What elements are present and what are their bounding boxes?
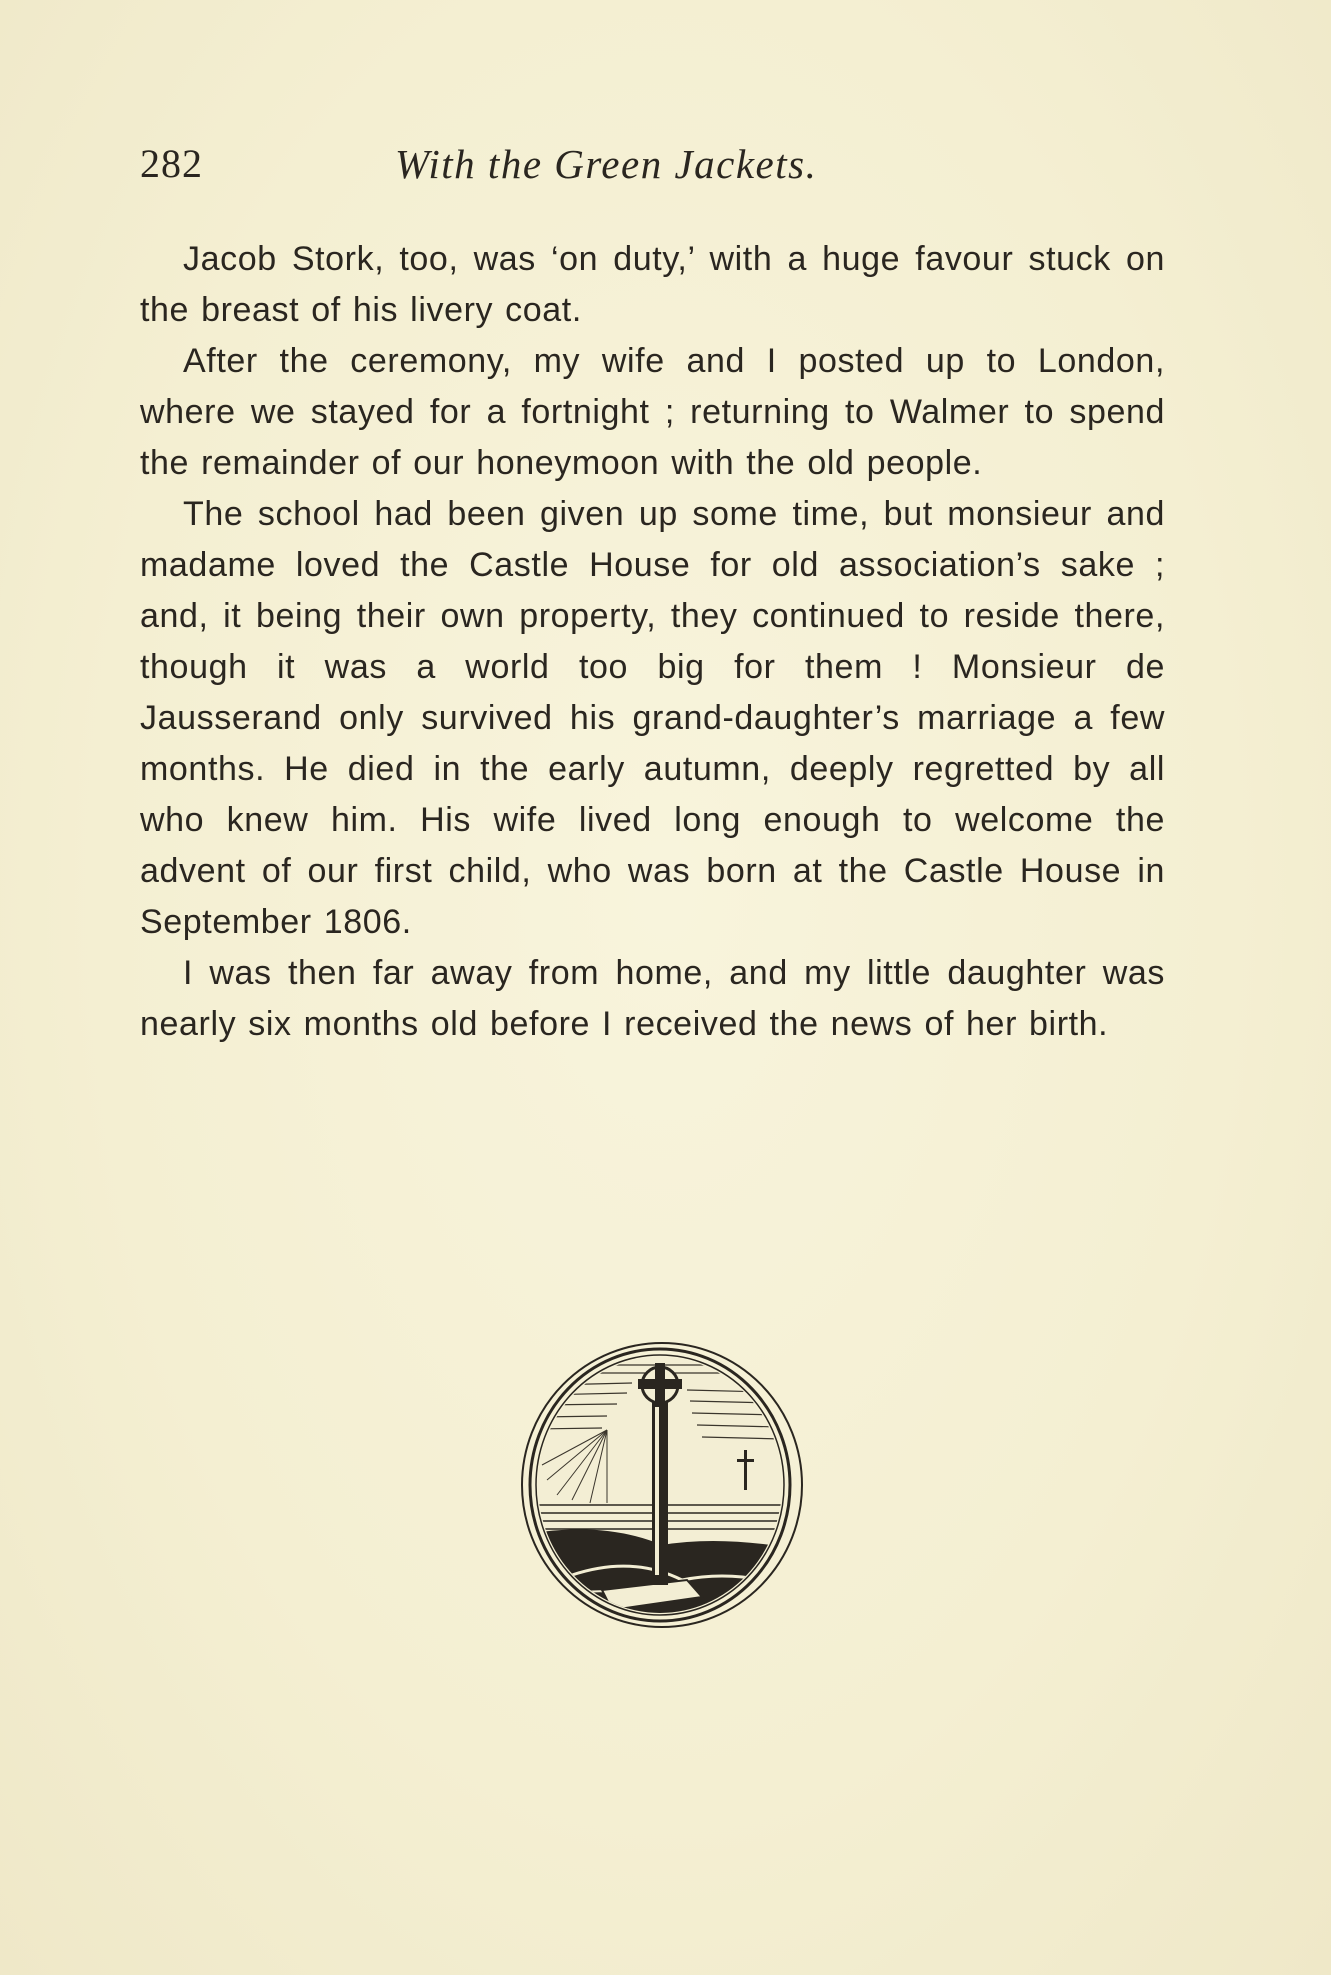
page-header <box>140 140 1170 200</box>
paragraph-4: I was then far away from home, and my little daughter was nearly six months old before I received the news of her birth. <box>140 954 1165 1043</box>
page-number: 282 <box>140 141 203 186</box>
running-title: With the Green Jackets. <box>395 141 818 187</box>
paragraph-2: After the ceremony, my wife and I posted up to London, where we stayed for a fortnight ; returning to Walmer to spend the remainder of our honeymoon with the old people. <box>140 342 1165 482</box>
body-text <box>140 234 1165 1050</box>
paragraph-1: Jacob Stork, too, was ‘on duty,’ with a huge favour stuck on the breast of his livery coat. <box>140 240 1165 329</box>
paragraph-3: The school had been given up some time, but monsieur and madame loved the Castle House for old association’s sake ; and, it being their own property, they continued to reside there, though it was a world too big for them ! Monsieur de Jausserand only survived his grand-daughter’s marriage a few months. He died in the early autumn, deeply regretted by all who knew him. His wife lived long enough to welcome the advent of our first child, who was born at the Castle House in September 1806. <box>140 495 1165 941</box>
engraved-roundel-cross-icon <box>512 1335 812 1630</box>
